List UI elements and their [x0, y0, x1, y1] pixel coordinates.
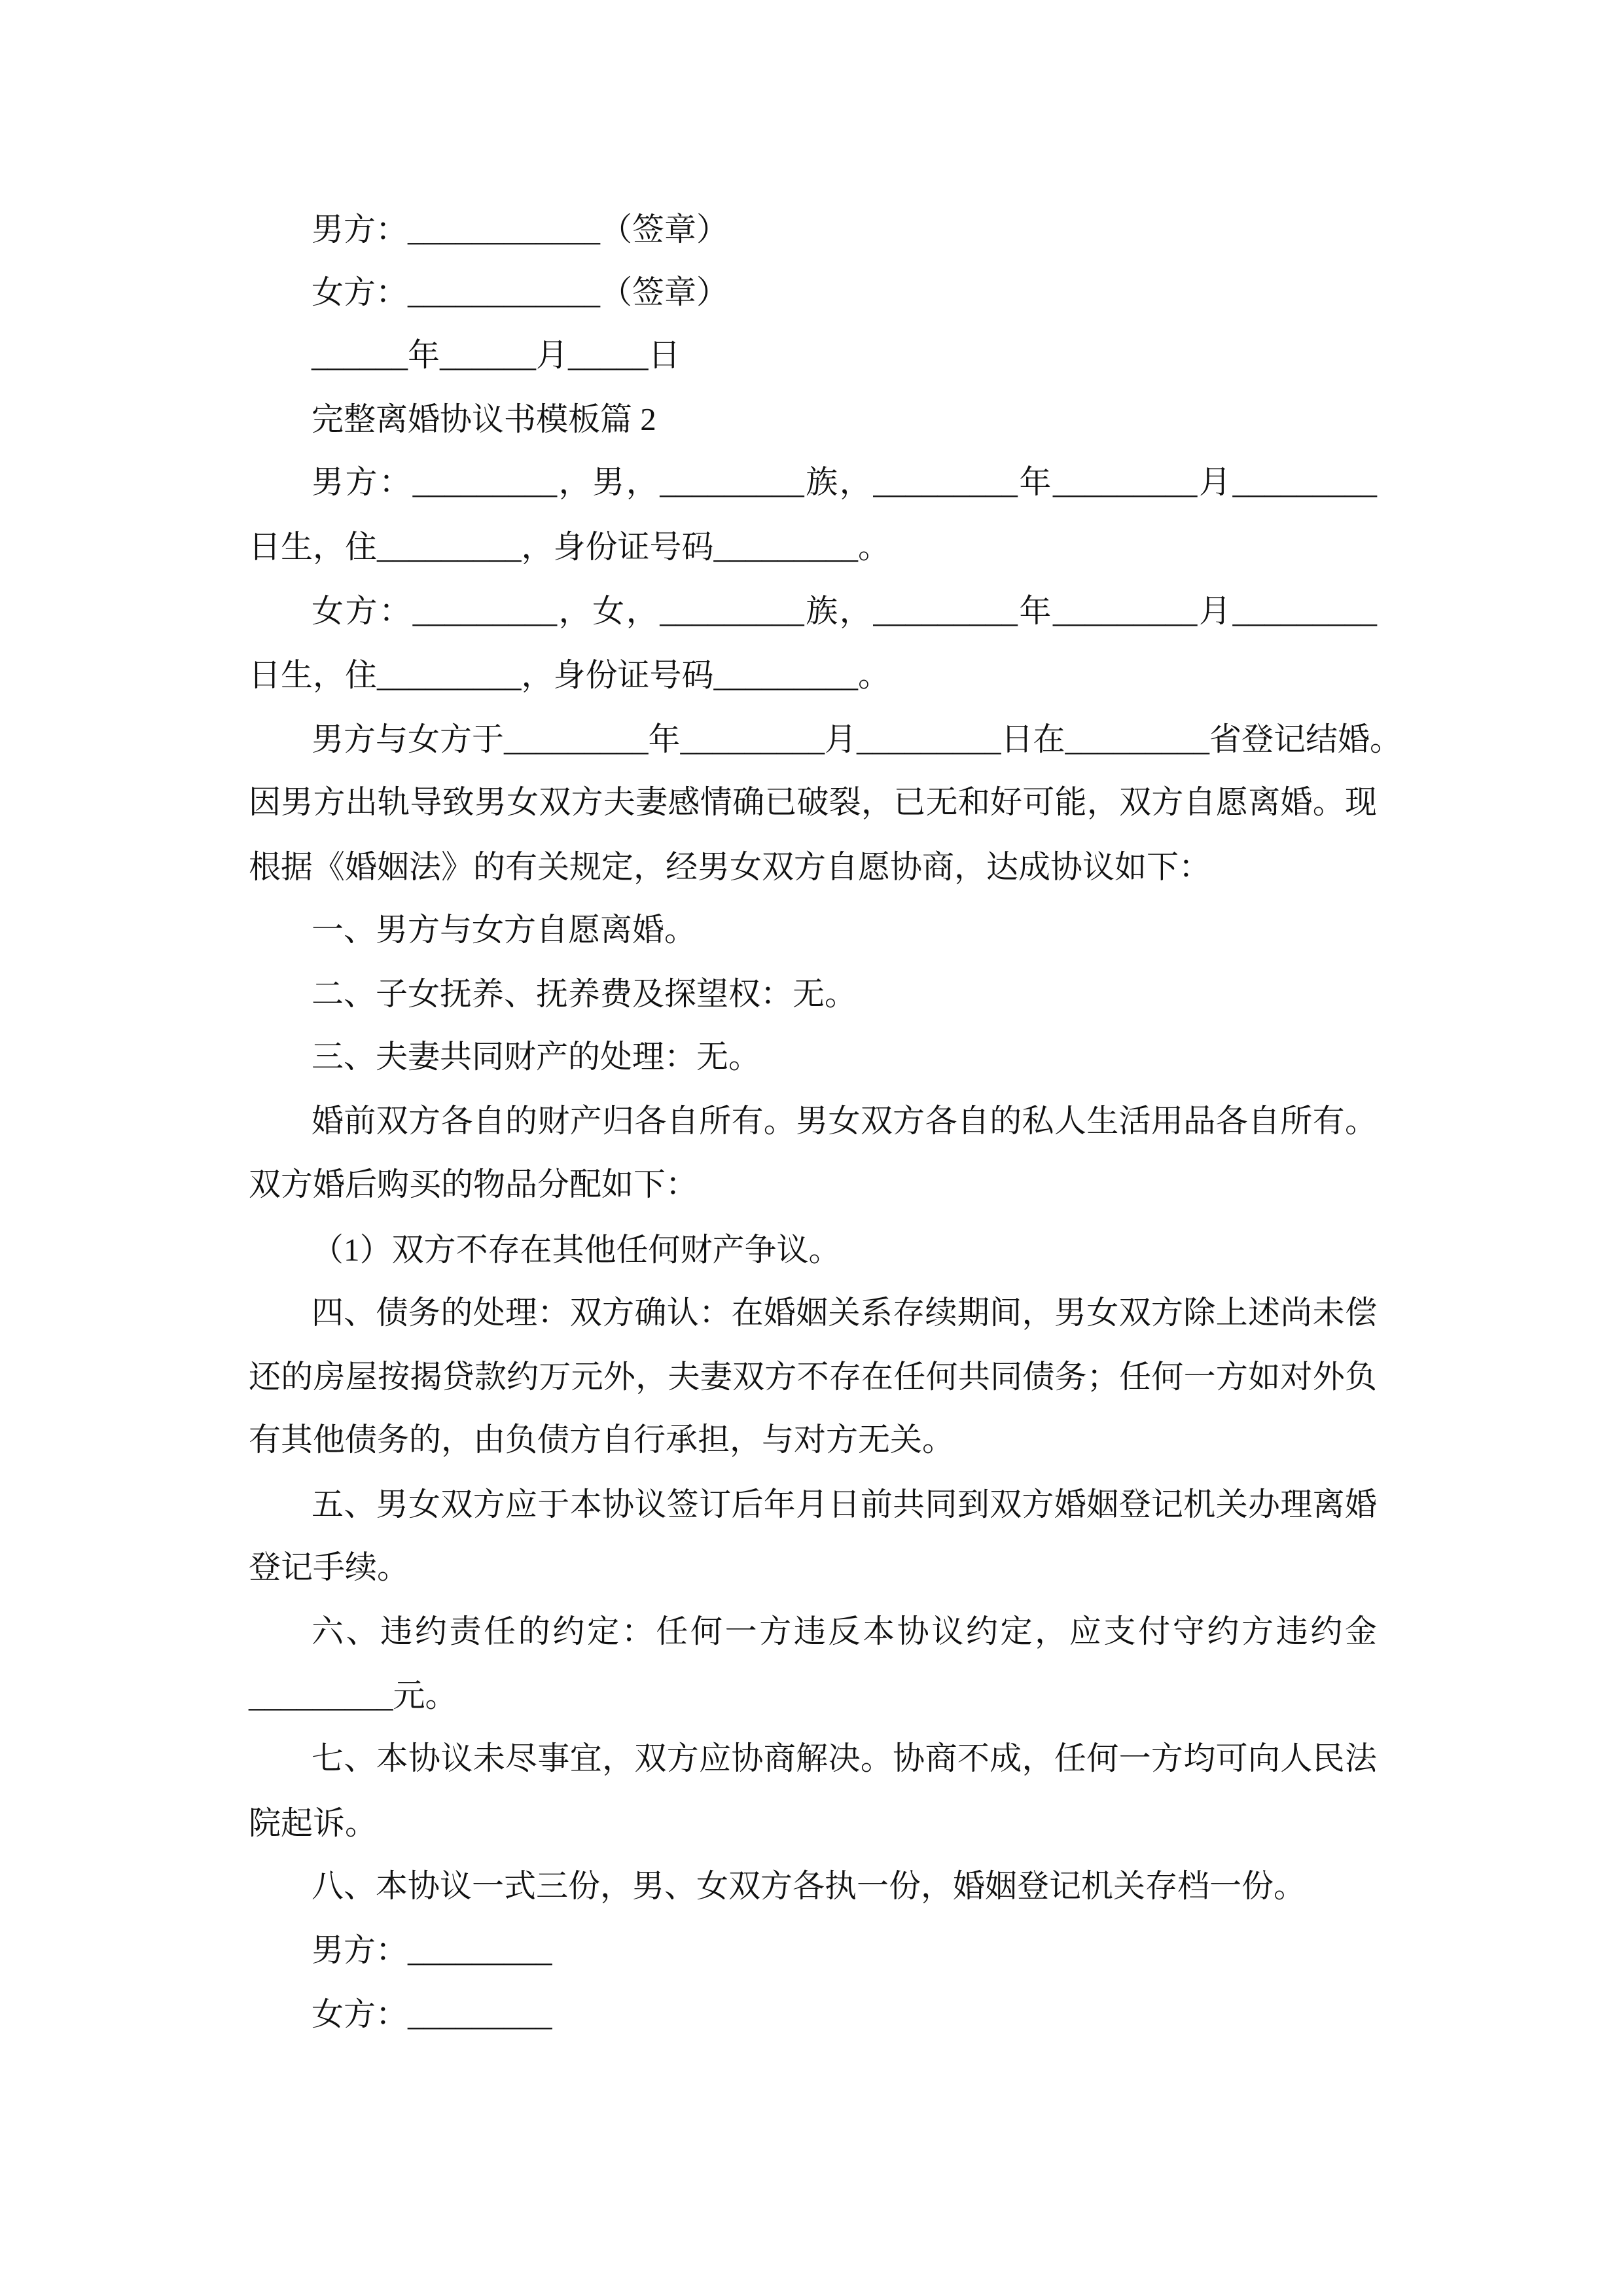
clause-7-cont: 院起诉。: [249, 1805, 378, 1841]
clause-3: 三、夫妻共同财产的处理：无。: [312, 1039, 761, 1075]
section-title: 完整离婚协议书模板篇 2: [312, 401, 656, 437]
clause-4-cont: 有其他债务的，由负债方自行承担，与对方无关。: [249, 1422, 955, 1458]
male-info-line-cont: 日生，住_________，身份证号码_________。: [249, 529, 891, 565]
date-line: ______年______月_____日: [312, 337, 681, 373]
clause-6-cont: _________元。: [249, 1677, 457, 1713]
clause-6: 六、违约责任的约定：任何一方违反本协议约定，应支付守约方违约金: [312, 1613, 1377, 1649]
male-sign-line: 男方：_________: [312, 1932, 552, 1968]
female-info-line-cont: 日生，住_________，身份证号码_________。: [249, 657, 891, 693]
clause-4-cont: 还的房屋按揭贷款约万元外，夫妻双方不存在任何共同债务；任何一方如对外负: [249, 1359, 1377, 1395]
clause-2: 二、子女抚养、抚养费及探望权：无。: [312, 976, 857, 1012]
clause-8: 八、本协议一式三份，男、女双方各执一份，婚姻登记机关存档一份。: [312, 1868, 1306, 1904]
female-sign-line: 女方：_________: [312, 1996, 552, 2032]
clause-5-cont: 登记手续。: [249, 1549, 410, 1585]
male-info-line: 男方：_________，男，_________族，_________年_________月_________: [312, 464, 1377, 500]
paragraph-line: 根据《婚姻法》的有关规定，经男女双方自愿协商，达成协议如下：: [249, 849, 1211, 885]
clause-4: 四、债务的处理：双方确认：在婚姻关系存续期间，男女双方除上述尚未偿: [312, 1295, 1377, 1331]
clause-7: 七、本协议未尽事宜，双方应协商解决。协商不成，任何一方均可向人民法: [312, 1740, 1377, 1776]
paragraph-line: 双方婚后购买的物品分配如下：: [249, 1166, 698, 1202]
paragraph-line: 因男方出轨导致男女双方夫妻感情确已破裂，已无和好可能，双方自愿离婚。现: [249, 784, 1377, 820]
male-signature-line: 男方：____________（签章）: [312, 211, 729, 247]
female-info-line: 女方：_________，女，_________族，_________年_________月_________: [312, 593, 1377, 629]
clause-1: 一、男方与女方自愿离婚。: [312, 912, 697, 948]
sub-clause-1: （1）双方不存在其他任何财产争议。: [312, 1232, 841, 1268]
clause-5: 五、男女双方应于本协议签订后年月日前共同到双方婚姻登记机关办理离婚: [312, 1486, 1377, 1522]
paragraph-line: 男方与女方于_________年_________月_________日在_________省登记结婚。: [312, 721, 1402, 757]
female-signature-line: 女方：____________（签章）: [312, 274, 729, 310]
paragraph-line: 婚前双方各自的财产归各自所有。男女双方各自的私人生活用品各自所有。: [312, 1103, 1377, 1139]
